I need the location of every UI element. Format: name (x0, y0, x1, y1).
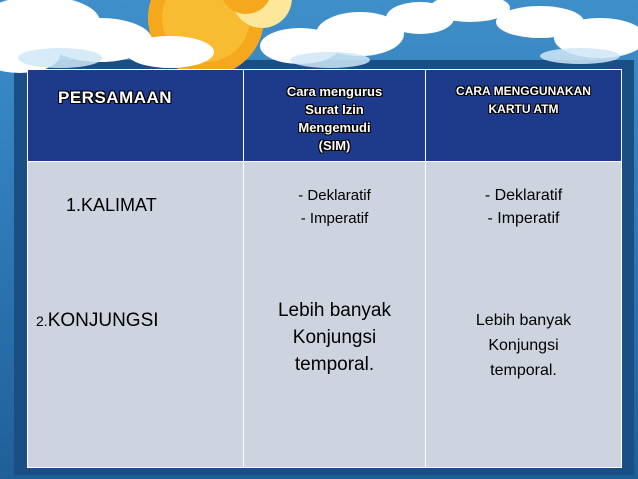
header-atm-line: CARA MENGGUNAKAN (456, 84, 591, 98)
text-line: temporal. (490, 362, 557, 379)
row-labels-cell (28, 162, 244, 468)
table-row (28, 162, 622, 468)
header-persamaan-text: PERSAMAAN (58, 88, 173, 107)
label-konjungsi (36, 310, 159, 332)
header-sim-line: Surat Izin (305, 102, 364, 117)
header-atm-text (426, 70, 621, 118)
text-line: Lebih banyak (277, 300, 392, 321)
header-sim-line: Cara mengurus (286, 84, 383, 99)
list-item: - Deklaratif (298, 187, 371, 204)
text-line: temporal. (294, 354, 375, 375)
text-line: Konjungsi (488, 337, 559, 354)
sim-konjungsi-text (244, 297, 425, 378)
list-item: - Imperatif (487, 210, 560, 227)
atm-konjungsi-text (426, 308, 621, 383)
header-persamaan (28, 70, 244, 162)
label-konjungsi-text: KONJUNGSI (47, 310, 159, 331)
sim-kalimat-list (244, 184, 425, 230)
label-konjungsi-number: 2. (36, 313, 48, 329)
header-atm (426, 70, 622, 162)
list-item: - Deklaratif (484, 187, 563, 204)
table-header-row (28, 70, 622, 162)
text-line: Lebih banyak (475, 312, 572, 329)
sim-column-cell (244, 162, 426, 468)
atm-kalimat-list (426, 184, 621, 230)
header-sim-line: Mengemudi (298, 120, 371, 135)
text-line: Konjungsi (292, 327, 377, 348)
header-sim (244, 70, 426, 162)
atm-column-cell (426, 162, 622, 468)
comparison-table (27, 69, 622, 468)
header-sim-text (244, 70, 425, 155)
list-item: - Imperatif (300, 210, 369, 227)
header-atm-line: KARTU ATM (488, 102, 559, 116)
header-sim-line: (SIM) (318, 138, 351, 153)
label-kalimat: 1.KALIMAT (66, 195, 157, 215)
